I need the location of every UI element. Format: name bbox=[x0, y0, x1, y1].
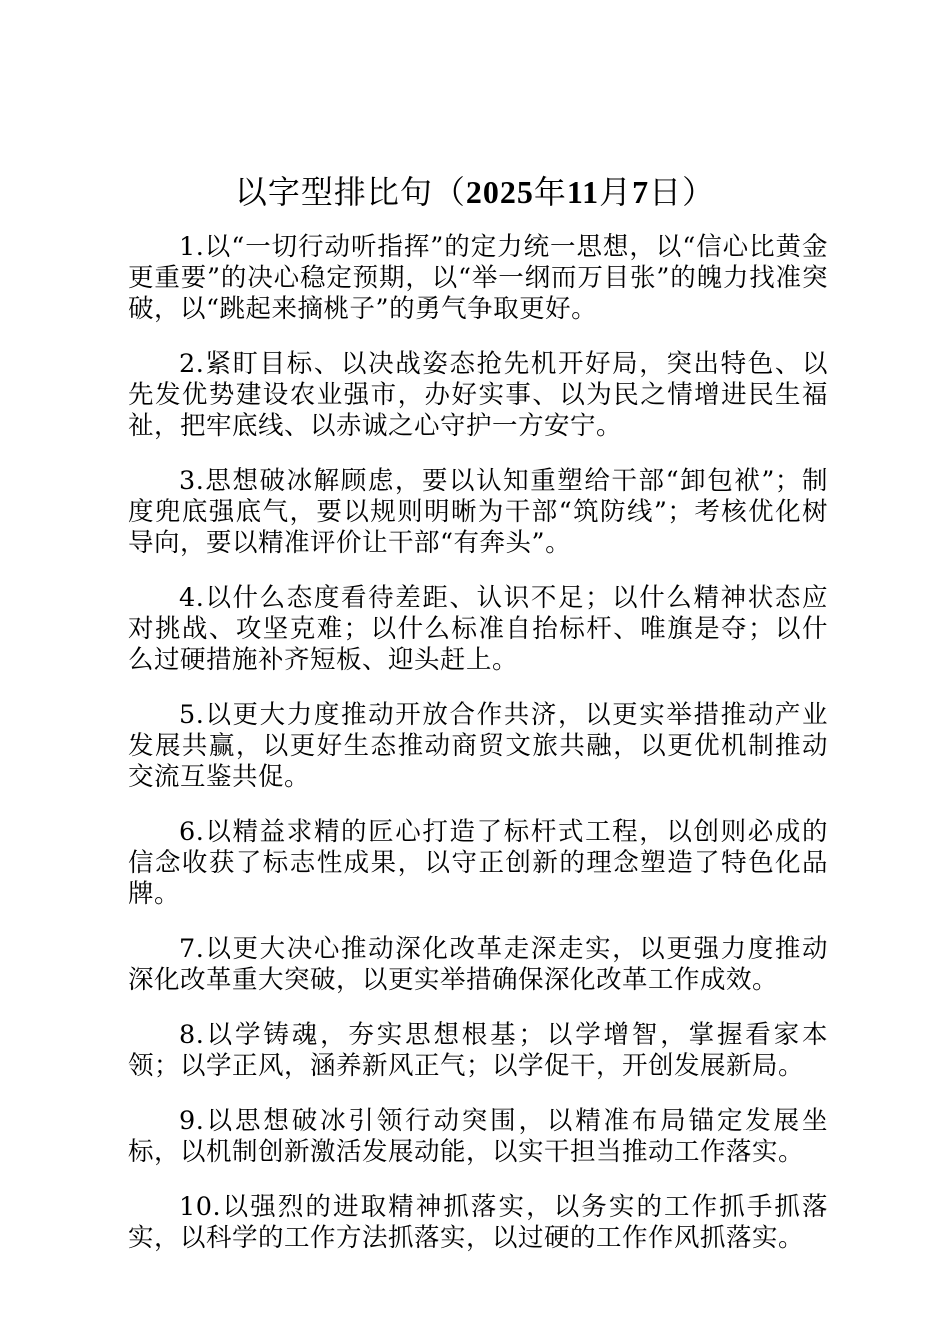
paragraph-3: 3.思想破冰解顾虑，要以认知重塑给干部“卸包袱”；制度兜底强底气，要以规则明晰为干部“筑防线”；考核优化树导向，要以精准评价让干部“有奔头”。 bbox=[128, 466, 828, 558]
paragraph-4: 4.以什么态度看待差距、认识不足；以什么精神状态应对挑战、攻坚克难；以什么标准自抬标杆、唯旗是夺；以什么过硬措施补齐短板、迎头赶上。 bbox=[128, 583, 828, 675]
paragraph-10: 10.以强烈的进取精神抓落实，以务实的工作抓手抓落实，以科学的工作方法抓落实，以过硬的工作作风抓落实。 bbox=[128, 1192, 828, 1253]
paragraph-7: 7.以更大决心推动深化改革走深走实，以更强力度推动深化改革重大突破，以更实举措确保深化改革工作成效。 bbox=[128, 934, 828, 995]
title-prefix: 以字型排比句（ bbox=[234, 173, 466, 211]
title-month: 11 bbox=[566, 174, 600, 210]
title-day: 7 bbox=[632, 174, 650, 210]
document-body bbox=[128, 232, 828, 1278]
paragraph-2: 2.紧盯目标、以决战姿态抢先机开好局，突出特色、以先发优势建设农业强市，办好实事、以为民之情增进民生福祉，把牢底线、以赤诚之心守护一方安宁。 bbox=[128, 349, 828, 441]
paragraph-8: 8.以学铸魂，夯实思想根基；以学增智，掌握看家本领；以学正风，涵养新风正气；以学促干，开创发展新局。 bbox=[128, 1020, 828, 1081]
title-month-unit: 月 bbox=[599, 173, 633, 211]
paragraph-6: 6.以精益求精的匠心打造了标杆式工程，以创则必成的信念收获了标志性成果，以守正创新的理念塑造了特色化品牌。 bbox=[128, 817, 828, 909]
document-title bbox=[0, 170, 950, 214]
paragraph-9: 9.以思想破冰引领行动突围，以精准布局锚定发展坐标，以机制创新激活发展动能，以实干担当推动工作落实。 bbox=[128, 1106, 828, 1167]
title-suffix: 日） bbox=[649, 173, 716, 211]
title-year: 2025 bbox=[465, 174, 534, 210]
title-year-unit: 年 bbox=[533, 173, 567, 211]
paragraph-1: 1.以“一切行动听指挥”的定力统一思想，以“信心比黄金更重要”的决心稳定预期，以“举一纲而万目张”的魄力找准突破，以“跳起来摘桃子”的勇气争取更好。 bbox=[128, 232, 828, 324]
paragraph-5: 5.以更大力度推动开放合作共济，以更实举措推动产业发展共赢，以更好生态推动商贸文旅共融，以更优机制推动交流互鉴共促。 bbox=[128, 700, 828, 792]
